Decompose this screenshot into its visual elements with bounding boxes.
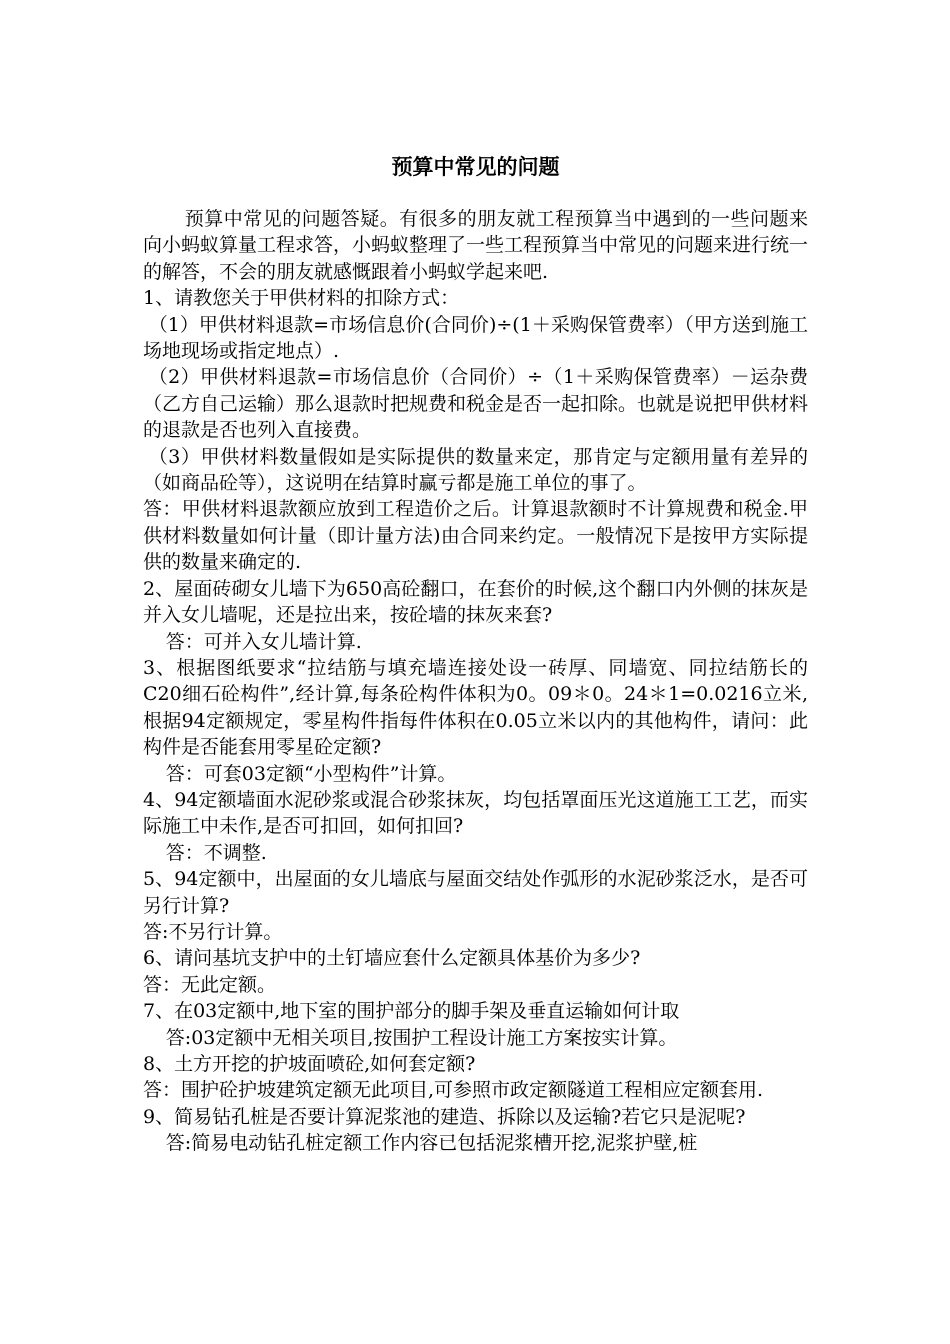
question-4: 4、94定额墙面水泥砂浆或混合砂浆抹灰，均包括罩面压光这道施工工艺，而实际施工中未作,是否可扣回，如何扣回? xyxy=(143,788,808,838)
answer-8: 答：围护砼护坡建筑定额无此项目,可参照市政定额隧道工程相应定额套用. xyxy=(143,1079,764,1102)
question-8: 8、土方开挖的护坡面喷砼,如何套定额? xyxy=(143,1053,476,1075)
intro-paragraph: 预算中常见的问题答疑。有很多的朋友就工程预算当中遇到的一些问题来向小蚂蚁算量工程求答，小蚂蚁整理了一些工程预算当中常见的问题来进行统一的解答，不会的朋友就感慨跟着小蚂蚁学起来吧. xyxy=(143,208,809,283)
question-1: 1、请教您关于甲供材料的扣除方式： xyxy=(143,287,460,310)
answer-3: 答：可套03定额“小型构件”计算。 xyxy=(165,762,457,785)
answer-9: 答:简易电动钻孔桩定额工作内容已包括泥浆槽开挖,泥浆护壁,桩 xyxy=(165,1132,698,1155)
question-1-item-3: （3）甲供材料数量假如是实际提供的数量来定，那肯定与定额用量有差异的（如商品砼等），这说明在结算时赢亏都是施工单位的事了。 xyxy=(143,445,808,495)
document-body xyxy=(143,206,808,1157)
document-title: 预算中常见的问题 xyxy=(391,154,560,179)
answer-1: 答：甲供材料退款额应放到工程造价之后。计算退款额时不计算规费和税金.甲供材料数量如何计量（即计量方法)由合同来约定。一般情况下是按甲方实际提供的数量来确定的. xyxy=(143,498,808,574)
answer-7: 答:03定额中无相关项目,按围护工程设计施工方案按实计算。 xyxy=(165,1026,678,1049)
answer-6: 答：无此定额。 xyxy=(143,973,277,996)
answer-2: 答：可并入女儿墙计算. xyxy=(165,630,362,653)
question-9: 9、简易钻孔桩是否要计算泥浆池的建造、拆除以及运输?若它只是泥呢? xyxy=(143,1105,746,1128)
question-1-item-2: （2）甲供材料退款=市场信息价（合同价）÷（1＋采购保管费率）－运杂费（乙方自己运输）那么退款时把规费和税金是否一起扣除。也就是说把甲供材料的退款是否也列入直接费。 xyxy=(143,366,809,442)
question-6: 6、请问基坑支护中的土钉墙应套什么定额具体基价为多少? xyxy=(143,947,641,970)
answer-5: 答:不另行计算。 xyxy=(143,920,283,943)
question-1-item-1: （1）甲供材料退款=市场信息价(合同价)÷(1＋采购保管费率）（甲方送到施工场地现场或指定地点）. xyxy=(143,313,808,363)
question-3: 3、根据图纸要求“拉结筋与填充墙连接处设一砖厚、同墙宽、同拉结筋长的C20细石砼构件”,经计算,每条砼构件体积为0。09＊0。24＊1=0.0216立米,根据94定额规定，零星构件指每件体积在0.05立米以内的其他构件，请问：此构件是否能套用零星砼定额? xyxy=(143,656,808,759)
question-7: 7、在03定额中,地下室的围护部分的脚手架及垂直运输如何计取 xyxy=(143,1000,680,1023)
answer-4: 答：不调整. xyxy=(165,841,267,864)
question-5: 5、94定额中，出屋面的女儿墙底与屋面交结处作弧形的水泥砂浆泛水，是否可另行计算? xyxy=(143,868,808,917)
document-page xyxy=(143,152,808,1157)
question-2: 2、屋面砖砌女儿墙下为650高砼翻口，在套价的时候,这个翻口内外侧的抹灰是并入女儿墙呢，还是拉出来，按砼墙的抹灰来套? xyxy=(143,577,808,627)
